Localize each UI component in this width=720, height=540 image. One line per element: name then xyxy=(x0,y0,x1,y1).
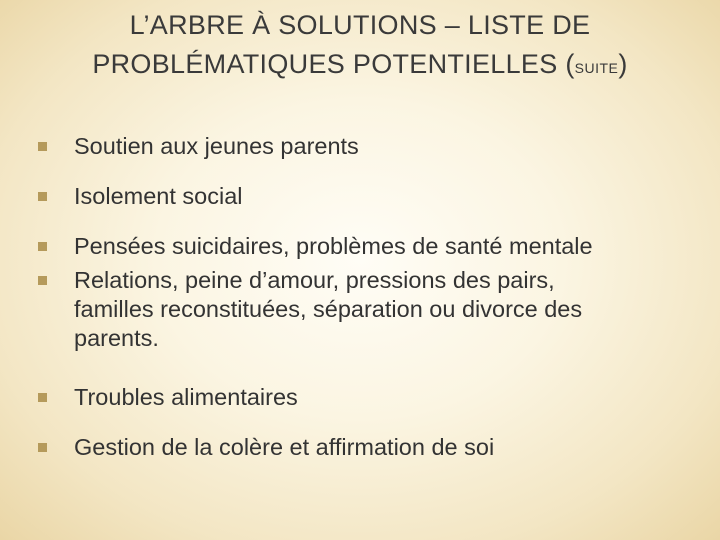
title-line-2: PROBLÉMATIQUES POTENTIELLES ( xyxy=(92,49,575,79)
bullet-item xyxy=(38,182,708,211)
bullet-line: Relations, peine d’amour, pressions des pairs, xyxy=(74,267,555,293)
square-bullet-icon xyxy=(38,393,47,402)
slide-title xyxy=(0,6,720,88)
square-bullet-icon xyxy=(38,242,47,251)
square-bullet-icon xyxy=(38,192,47,201)
bullet-item xyxy=(38,132,708,161)
bullet-text-multiline xyxy=(74,266,582,353)
bullet-line: parents. xyxy=(74,325,159,351)
bullet-text: Soutien aux jeunes parents xyxy=(74,133,359,159)
bullet-line: familles reconstituées, séparation ou divorce des xyxy=(74,296,583,322)
bullet-text: Isolement social xyxy=(74,183,243,209)
square-bullet-icon xyxy=(38,276,47,285)
bullet-item xyxy=(38,266,708,353)
bullet-item xyxy=(38,383,708,412)
title-line-1: L’ARBRE À SOLUTIONS – LISTE DE xyxy=(129,10,591,40)
bullet-item xyxy=(38,433,708,462)
bullet-item xyxy=(38,232,708,261)
bullet-text: Troubles alimentaires xyxy=(74,384,298,410)
bullet-text: Pensées suicidaires, problèmes de santé mentale xyxy=(74,233,593,259)
bullet-text: Gestion de la colère et affirmation de soi xyxy=(74,434,495,460)
square-bullet-icon xyxy=(38,142,47,151)
title-suite: SUITE xyxy=(574,60,619,76)
square-bullet-icon xyxy=(38,443,47,452)
title-close-paren: ) xyxy=(618,49,628,79)
